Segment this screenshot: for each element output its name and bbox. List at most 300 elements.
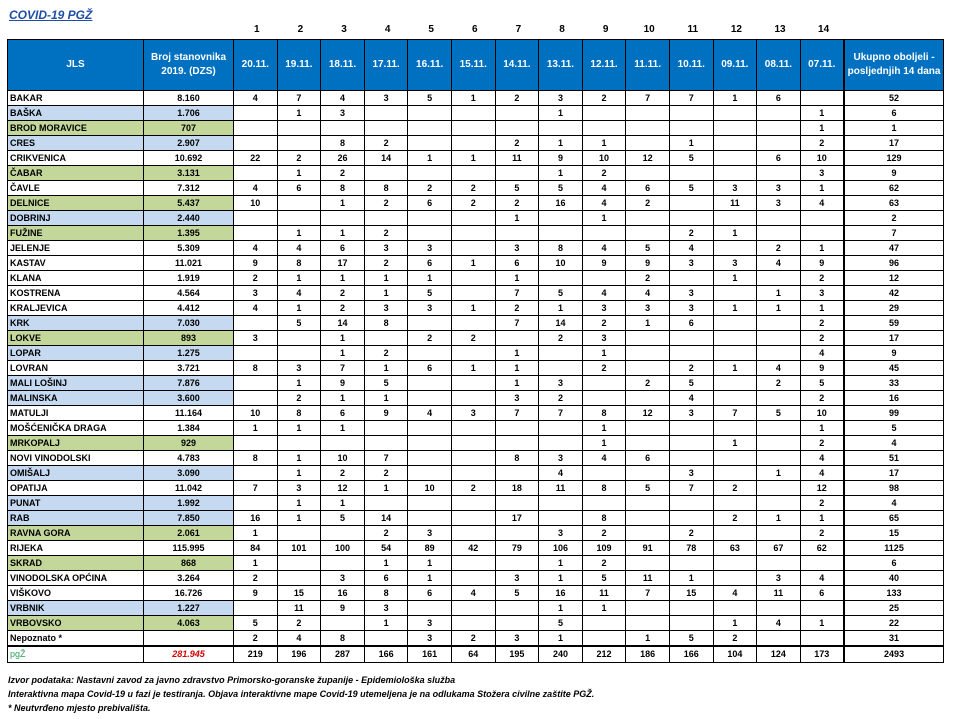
daily-cases-cell bbox=[539, 121, 583, 136]
daily-cases-cell bbox=[408, 226, 452, 241]
daily-cases-cell bbox=[408, 451, 452, 466]
daily-cases-cell: 3 bbox=[495, 391, 539, 406]
daily-cases-cell bbox=[582, 496, 626, 511]
daily-cases-cell: 1 bbox=[539, 556, 583, 571]
daily-cases-cell: 8 bbox=[277, 256, 321, 271]
column-number: 12 bbox=[730, 24, 742, 35]
daily-cases-cell bbox=[713, 286, 757, 301]
daily-cases-cell: 1 bbox=[800, 301, 844, 316]
header-date: 14.11. bbox=[495, 40, 539, 91]
daily-cases-cell: 2 bbox=[669, 526, 713, 541]
daily-cases-cell: 4 bbox=[626, 286, 670, 301]
daily-cases-cell bbox=[800, 226, 844, 241]
daily-cases-cell: 1 bbox=[539, 601, 583, 616]
daily-cases-cell bbox=[669, 271, 713, 286]
header-date: 11.11. bbox=[626, 40, 670, 91]
table-row bbox=[8, 511, 944, 526]
daily-cases-cell: 8 bbox=[495, 451, 539, 466]
municipality-name: LOVRAN bbox=[8, 361, 144, 376]
column-number: 5 bbox=[428, 24, 434, 35]
column-number: 14 bbox=[818, 24, 830, 35]
total-cases-cell: 47 bbox=[844, 241, 944, 256]
daily-cases-cell bbox=[626, 436, 670, 451]
population-cell: 868 bbox=[144, 556, 234, 571]
daily-cases-cell: 2 bbox=[582, 526, 626, 541]
daily-cases-cell: 4 bbox=[277, 631, 321, 647]
daily-cases-cell: 2 bbox=[451, 631, 495, 647]
daily-cases-cell bbox=[451, 166, 495, 181]
daily-cases-cell bbox=[539, 211, 583, 226]
daily-cases-cell bbox=[364, 166, 408, 181]
daily-cases-cell: 2 bbox=[757, 376, 801, 391]
sum-daily-cell: 161 bbox=[408, 646, 452, 663]
daily-cases-cell bbox=[713, 136, 757, 151]
footer-source: Izvor podataka: Nastavni zavod za javno zdravstvo Primorsko-goranske županije - Epidemiološka služba bbox=[8, 675, 456, 685]
daily-cases-cell bbox=[364, 631, 408, 647]
daily-cases-cell: 17 bbox=[321, 256, 365, 271]
daily-cases-cell bbox=[495, 496, 539, 511]
daily-cases-cell: 9 bbox=[800, 256, 844, 271]
daily-cases-cell: 4 bbox=[451, 586, 495, 601]
daily-cases-cell bbox=[757, 136, 801, 151]
table-row bbox=[8, 286, 944, 301]
daily-cases-cell: 2 bbox=[800, 271, 844, 286]
daily-cases-cell: 11 bbox=[277, 601, 321, 616]
daily-cases-cell bbox=[321, 526, 365, 541]
daily-cases-cell: 11 bbox=[539, 481, 583, 496]
daily-cases-cell bbox=[277, 571, 321, 586]
daily-cases-cell: 1 bbox=[626, 316, 670, 331]
daily-cases-cell: 63 bbox=[713, 541, 757, 556]
municipality-name: VIŠKOVO bbox=[8, 586, 144, 601]
daily-cases-cell bbox=[626, 226, 670, 241]
daily-cases-cell: 7 bbox=[495, 316, 539, 331]
total-cases-cell: 22 bbox=[844, 616, 944, 631]
daily-cases-cell: 8 bbox=[277, 406, 321, 421]
daily-cases-cell bbox=[364, 106, 408, 121]
daily-cases-cell bbox=[539, 496, 583, 511]
daily-cases-cell: 16 bbox=[539, 196, 583, 211]
daily-cases-cell: 16 bbox=[321, 586, 365, 601]
daily-cases-cell bbox=[757, 331, 801, 346]
daily-cases-cell: 14 bbox=[364, 511, 408, 526]
daily-cases-cell bbox=[757, 601, 801, 616]
daily-cases-cell bbox=[451, 376, 495, 391]
daily-cases-cell bbox=[582, 106, 626, 121]
total-cases-cell: 29 bbox=[844, 301, 944, 316]
daily-cases-cell: 1 bbox=[408, 556, 452, 571]
daily-cases-cell: 6 bbox=[626, 181, 670, 196]
table-row bbox=[8, 256, 944, 271]
municipality-name: MATULJI bbox=[8, 406, 144, 421]
municipality-name: Nepoznato * bbox=[8, 631, 144, 647]
daily-cases-cell bbox=[495, 601, 539, 616]
daily-cases-cell: 1 bbox=[234, 421, 278, 436]
daily-cases-cell bbox=[234, 166, 278, 181]
daily-cases-cell: 91 bbox=[626, 541, 670, 556]
table-row bbox=[8, 181, 944, 196]
daily-cases-cell: 1 bbox=[800, 106, 844, 121]
total-cases-cell: 2 bbox=[844, 211, 944, 226]
daily-cases-cell bbox=[669, 331, 713, 346]
daily-cases-cell bbox=[495, 436, 539, 451]
population-cell: 1.706 bbox=[144, 106, 234, 121]
daily-cases-cell: 3 bbox=[364, 301, 408, 316]
daily-cases-cell: 3 bbox=[408, 631, 452, 647]
total-cases-cell: 99 bbox=[844, 406, 944, 421]
table-row bbox=[8, 466, 944, 481]
daily-cases-cell bbox=[451, 271, 495, 286]
daily-cases-cell: 7 bbox=[539, 406, 583, 421]
daily-cases-cell bbox=[669, 166, 713, 181]
daily-cases-cell bbox=[582, 616, 626, 631]
daily-cases-cell: 1 bbox=[713, 616, 757, 631]
daily-cases-cell: 1 bbox=[669, 136, 713, 151]
sum-daily-cell: 219 bbox=[234, 646, 278, 663]
daily-cases-cell: 2 bbox=[408, 181, 452, 196]
daily-cases-cell bbox=[713, 166, 757, 181]
municipality-name: LOKVE bbox=[8, 331, 144, 346]
daily-cases-cell: 1 bbox=[757, 286, 801, 301]
daily-cases-cell bbox=[669, 121, 713, 136]
daily-cases-cell: 10 bbox=[582, 151, 626, 166]
daily-cases-cell: 1 bbox=[321, 226, 365, 241]
daily-cases-cell: 1 bbox=[495, 346, 539, 361]
daily-cases-cell bbox=[669, 511, 713, 526]
daily-cases-cell: 12 bbox=[626, 406, 670, 421]
municipality-name: OPATIJA bbox=[8, 481, 144, 496]
daily-cases-cell: 7 bbox=[669, 481, 713, 496]
daily-cases-cell: 10 bbox=[321, 451, 365, 466]
daily-cases-cell: 4 bbox=[321, 91, 365, 106]
municipality-name: SKRAD bbox=[8, 556, 144, 571]
daily-cases-cell bbox=[234, 346, 278, 361]
daily-cases-cell: 2 bbox=[277, 391, 321, 406]
daily-cases-cell: 3 bbox=[321, 106, 365, 121]
total-cases-cell: 12 bbox=[844, 271, 944, 286]
population-cell: 3.264 bbox=[144, 571, 234, 586]
daily-cases-cell bbox=[539, 226, 583, 241]
daily-cases-cell bbox=[408, 496, 452, 511]
population-cell: 2.061 bbox=[144, 526, 234, 541]
daily-cases-cell bbox=[800, 601, 844, 616]
daily-cases-cell: 8 bbox=[321, 136, 365, 151]
daily-cases-cell: 26 bbox=[321, 151, 365, 166]
population-cell: 8.160 bbox=[144, 91, 234, 106]
daily-cases-cell: 1 bbox=[495, 361, 539, 376]
daily-cases-cell bbox=[234, 496, 278, 511]
daily-cases-cell: 9 bbox=[582, 256, 626, 271]
table-row bbox=[8, 496, 944, 511]
daily-cases-cell bbox=[626, 166, 670, 181]
total-cases-cell: 1125 bbox=[844, 541, 944, 556]
daily-cases-cell: 2 bbox=[451, 481, 495, 496]
population-cell: 4.412 bbox=[144, 301, 234, 316]
municipality-name: MALI LOŠINJ bbox=[8, 376, 144, 391]
daily-cases-cell: 1 bbox=[757, 466, 801, 481]
daily-cases-cell bbox=[713, 496, 757, 511]
daily-cases-cell: 106 bbox=[539, 541, 583, 556]
daily-cases-cell: 1 bbox=[582, 346, 626, 361]
daily-cases-cell: 3 bbox=[234, 286, 278, 301]
daily-cases-cell: 1 bbox=[364, 391, 408, 406]
daily-cases-cell bbox=[234, 121, 278, 136]
daily-cases-cell bbox=[321, 616, 365, 631]
daily-cases-cell: 4 bbox=[234, 301, 278, 316]
column-number: 7 bbox=[515, 24, 522, 35]
municipality-name: ČABAR bbox=[8, 166, 144, 181]
daily-cases-cell: 9 bbox=[321, 601, 365, 616]
daily-cases-cell: 4 bbox=[539, 466, 583, 481]
table-row bbox=[8, 271, 944, 286]
daily-cases-cell: 1 bbox=[539, 631, 583, 647]
daily-cases-cell: 1 bbox=[582, 601, 626, 616]
daily-cases-cell: 6 bbox=[800, 586, 844, 601]
daily-cases-cell bbox=[539, 511, 583, 526]
table-row bbox=[8, 556, 944, 571]
daily-cases-cell: 2 bbox=[626, 271, 670, 286]
daily-cases-cell bbox=[713, 331, 757, 346]
daily-cases-cell: 8 bbox=[321, 631, 365, 647]
municipality-name: OMIŠALJ bbox=[8, 466, 144, 481]
daily-cases-cell bbox=[495, 616, 539, 631]
daily-cases-cell: 8 bbox=[234, 451, 278, 466]
total-cases-cell: 63 bbox=[844, 196, 944, 211]
sum-daily-cell: 196 bbox=[277, 646, 321, 663]
sum-daily-cell: 166 bbox=[364, 646, 408, 663]
sum-daily-cell: 240 bbox=[539, 646, 583, 663]
daily-cases-cell bbox=[277, 436, 321, 451]
daily-cases-cell: 10 bbox=[539, 256, 583, 271]
daily-cases-cell: 1 bbox=[713, 226, 757, 241]
population-cell: 4.783 bbox=[144, 451, 234, 466]
daily-cases-cell bbox=[582, 376, 626, 391]
daily-cases-cell: 2 bbox=[626, 196, 670, 211]
daily-cases-cell bbox=[713, 106, 757, 121]
daily-cases-cell: 5 bbox=[669, 181, 713, 196]
total-cases-cell: 9 bbox=[844, 166, 944, 181]
total-cases-cell: 6 bbox=[844, 106, 944, 121]
municipality-name: KRK bbox=[8, 316, 144, 331]
daily-cases-cell: 12 bbox=[321, 481, 365, 496]
daily-cases-cell: 22 bbox=[234, 151, 278, 166]
daily-cases-cell: 3 bbox=[539, 376, 583, 391]
daily-cases-cell: 2 bbox=[364, 136, 408, 151]
daily-cases-cell bbox=[713, 526, 757, 541]
daily-cases-cell: 1 bbox=[364, 556, 408, 571]
total-cases-cell: 96 bbox=[844, 256, 944, 271]
daily-cases-cell: 62 bbox=[800, 541, 844, 556]
daily-cases-cell bbox=[800, 211, 844, 226]
daily-cases-cell: 2 bbox=[582, 91, 626, 106]
total-cases-cell: 40 bbox=[844, 571, 944, 586]
daily-cases-cell: 3 bbox=[539, 91, 583, 106]
total-cases-cell: 25 bbox=[844, 601, 944, 616]
table-row bbox=[8, 526, 944, 541]
daily-cases-cell: 3 bbox=[364, 601, 408, 616]
municipality-name: MOŠĆENIČKA DRAGA bbox=[8, 421, 144, 436]
daily-cases-cell bbox=[408, 436, 452, 451]
footer bbox=[8, 673, 594, 715]
daily-cases-cell bbox=[451, 436, 495, 451]
daily-cases-cell: 2 bbox=[451, 181, 495, 196]
column-number: 1 bbox=[254, 24, 260, 35]
population-cell: 7.030 bbox=[144, 316, 234, 331]
daily-cases-cell: 1 bbox=[451, 301, 495, 316]
daily-cases-cell bbox=[495, 466, 539, 481]
daily-cases-cell bbox=[669, 211, 713, 226]
daily-cases-cell bbox=[626, 496, 670, 511]
daily-cases-cell: 3 bbox=[408, 526, 452, 541]
daily-cases-cell: 1 bbox=[364, 616, 408, 631]
daily-cases-cell: 14 bbox=[539, 316, 583, 331]
daily-cases-cell: 4 bbox=[234, 91, 278, 106]
daily-cases-cell: 4 bbox=[408, 406, 452, 421]
table-row bbox=[8, 541, 944, 556]
daily-cases-cell bbox=[713, 421, 757, 436]
daily-cases-cell: 5 bbox=[408, 91, 452, 106]
daily-cases-cell bbox=[669, 346, 713, 361]
daily-cases-cell: 1 bbox=[582, 436, 626, 451]
page-title[interactable]: COVID-19 PGŽ bbox=[9, 8, 93, 22]
daily-cases-cell: 3 bbox=[539, 451, 583, 466]
municipality-name: JELENJE bbox=[8, 241, 144, 256]
table-row bbox=[8, 301, 944, 316]
daily-cases-cell: 3 bbox=[757, 181, 801, 196]
daily-cases-cell: 1 bbox=[364, 481, 408, 496]
header-date: 18.11. bbox=[321, 40, 365, 91]
daily-cases-cell: 3 bbox=[408, 301, 452, 316]
daily-cases-cell bbox=[408, 346, 452, 361]
daily-cases-cell bbox=[451, 241, 495, 256]
daily-cases-cell bbox=[626, 511, 670, 526]
daily-cases-cell: 3 bbox=[321, 571, 365, 586]
daily-cases-cell: 7 bbox=[495, 406, 539, 421]
daily-cases-cell: 2 bbox=[451, 331, 495, 346]
daily-cases-cell: 4 bbox=[669, 391, 713, 406]
table-row bbox=[8, 226, 944, 241]
daily-cases-cell: 1 bbox=[582, 211, 626, 226]
daily-cases-cell bbox=[321, 211, 365, 226]
daily-cases-cell: 1 bbox=[277, 106, 321, 121]
daily-cases-cell bbox=[626, 526, 670, 541]
column-number: 11 bbox=[687, 24, 699, 35]
population-cell: 11.021 bbox=[144, 256, 234, 271]
daily-cases-cell: 4 bbox=[713, 586, 757, 601]
daily-cases-cell: 1 bbox=[713, 301, 757, 316]
daily-cases-cell: 7 bbox=[626, 91, 670, 106]
daily-cases-cell: 1 bbox=[408, 271, 452, 286]
daily-cases-cell bbox=[495, 121, 539, 136]
total-cases-cell: 17 bbox=[844, 331, 944, 346]
daily-cases-cell: 2 bbox=[669, 226, 713, 241]
daily-cases-cell: 1 bbox=[800, 511, 844, 526]
daily-cases-cell: 2 bbox=[582, 361, 626, 376]
daily-cases-cell: 1 bbox=[408, 151, 452, 166]
daily-cases-cell: 6 bbox=[408, 361, 452, 376]
daily-cases-cell: 11 bbox=[713, 196, 757, 211]
daily-cases-cell bbox=[364, 496, 408, 511]
daily-cases-cell bbox=[364, 331, 408, 346]
daily-cases-cell: 2 bbox=[277, 151, 321, 166]
total-cases-cell: 129 bbox=[844, 151, 944, 166]
municipality-name: DOBRINJ bbox=[8, 211, 144, 226]
daily-cases-cell bbox=[408, 391, 452, 406]
municipality-name: ČAVLE bbox=[8, 181, 144, 196]
daily-cases-cell: 2 bbox=[800, 391, 844, 406]
daily-cases-cell: 1 bbox=[713, 271, 757, 286]
daily-cases-cell: 2 bbox=[495, 91, 539, 106]
daily-cases-cell: 2 bbox=[539, 391, 583, 406]
daily-cases-cell bbox=[757, 316, 801, 331]
daily-cases-cell bbox=[669, 616, 713, 631]
header-date: 17.11. bbox=[364, 40, 408, 91]
municipality-name: FUŽINE bbox=[8, 226, 144, 241]
daily-cases-cell bbox=[626, 421, 670, 436]
daily-cases-cell: 3 bbox=[669, 406, 713, 421]
daily-cases-cell: 6 bbox=[408, 196, 452, 211]
daily-cases-cell bbox=[495, 166, 539, 181]
population-cell: 3.131 bbox=[144, 166, 234, 181]
daily-cases-cell: 1 bbox=[451, 256, 495, 271]
daily-cases-cell: 4 bbox=[582, 286, 626, 301]
daily-cases-cell bbox=[277, 211, 321, 226]
daily-cases-cell: 8 bbox=[582, 511, 626, 526]
daily-cases-cell: 8 bbox=[364, 586, 408, 601]
daily-cases-cell: 1 bbox=[364, 286, 408, 301]
population-cell: 4.063 bbox=[144, 616, 234, 631]
population-cell: 4.564 bbox=[144, 286, 234, 301]
daily-cases-cell: 2 bbox=[626, 376, 670, 391]
daily-cases-cell bbox=[757, 346, 801, 361]
daily-cases-cell bbox=[408, 166, 452, 181]
column-number: 13 bbox=[774, 24, 786, 35]
header-date: 07.11. bbox=[800, 40, 844, 91]
daily-cases-cell: 1 bbox=[539, 571, 583, 586]
daily-cases-cell bbox=[626, 106, 670, 121]
daily-cases-cell: 9 bbox=[626, 256, 670, 271]
table-row bbox=[8, 151, 944, 166]
daily-cases-cell bbox=[451, 451, 495, 466]
daily-cases-cell: 4 bbox=[669, 241, 713, 256]
daily-cases-cell: 1 bbox=[757, 301, 801, 316]
total-cases-cell: 15 bbox=[844, 526, 944, 541]
municipality-name: RAB bbox=[8, 511, 144, 526]
header-population: Broj stanovnika 2019. (DZS) bbox=[144, 40, 234, 91]
daily-cases-cell bbox=[669, 436, 713, 451]
table-body bbox=[8, 91, 944, 663]
daily-cases-cell bbox=[451, 466, 495, 481]
daily-cases-cell bbox=[757, 421, 801, 436]
daily-cases-cell: 7 bbox=[626, 586, 670, 601]
sum-population: 281.945 bbox=[144, 646, 234, 663]
daily-cases-cell: 1 bbox=[277, 226, 321, 241]
daily-cases-cell: 6 bbox=[757, 91, 801, 106]
daily-cases-cell: 2 bbox=[277, 616, 321, 631]
daily-cases-cell bbox=[539, 361, 583, 376]
daily-cases-cell: 1 bbox=[277, 376, 321, 391]
daily-cases-cell: 3 bbox=[364, 241, 408, 256]
daily-cases-cell bbox=[451, 601, 495, 616]
daily-cases-cell: 8 bbox=[364, 181, 408, 196]
daily-cases-cell: 1 bbox=[713, 361, 757, 376]
daily-cases-cell: 4 bbox=[800, 466, 844, 481]
daily-cases-cell: 6 bbox=[495, 256, 539, 271]
table-row bbox=[8, 346, 944, 361]
footer-unknown-note: * Neutvrđeno mjesto prebivališta. bbox=[8, 703, 151, 713]
header-date: 09.11. bbox=[713, 40, 757, 91]
daily-cases-cell bbox=[713, 601, 757, 616]
